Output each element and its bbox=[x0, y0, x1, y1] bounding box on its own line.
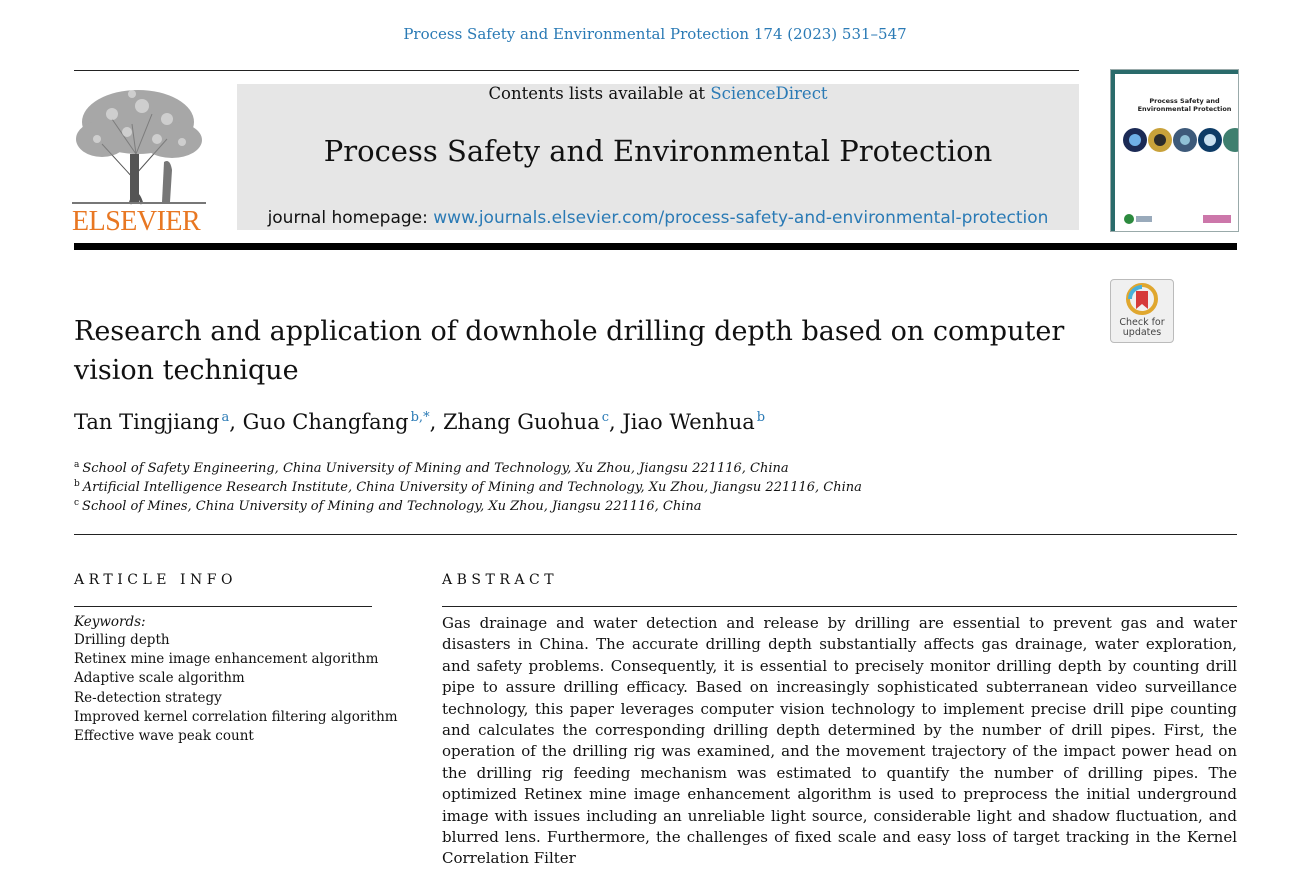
journal-citation[interactable]: Process Safety and Environmental Protection 174 (2023) 531–547 bbox=[403, 25, 907, 43]
keyword-item[interactable]: Re-detection strategy bbox=[74, 689, 222, 706]
author-affil-mark[interactable]: b,* bbox=[410, 410, 430, 425]
abstract-divider bbox=[442, 606, 1237, 607]
author-name[interactable]: Zhang Guohua bbox=[442, 410, 600, 434]
cover-title: Process Safety and Environmental Protection bbox=[1137, 97, 1232, 113]
publisher-wordmark: ELSEVIER bbox=[72, 206, 201, 237]
check-line2: updates bbox=[1122, 327, 1162, 338]
keyword-item[interactable]: Effective wave peak count bbox=[74, 728, 254, 745]
keywords-label: Keywords: bbox=[74, 614, 146, 630]
cover-image-strip bbox=[1121, 126, 1238, 154]
author-affil-mark[interactable]: b bbox=[756, 410, 766, 425]
article-title: Research and application of downhole drilling depth based on computer vision technique bbox=[74, 316, 1065, 386]
keyword-list bbox=[74, 631, 398, 746]
journal-banner bbox=[237, 84, 1079, 230]
check-line1: Check for bbox=[1119, 317, 1165, 328]
author-separator: , bbox=[609, 410, 623, 434]
author-name[interactable]: Tan Tingjiang bbox=[74, 410, 220, 434]
affiliation-text: School of Mines, China University of Mining and Technology, Xu Zhou, Jiangsu 221116, China bbox=[82, 499, 702, 514]
affiliation-text: School of Safety Engineering, China University of Mining and Technology, Xu Zhou, Jiangsu 221116, China bbox=[82, 461, 789, 476]
affiliation-a bbox=[74, 460, 1074, 476]
author-name[interactable]: Jiao Wenhua bbox=[622, 410, 755, 434]
affiliation-key: a bbox=[74, 460, 80, 470]
abstract-text: Gas drainage and water detection and release by drilling are essential to prevent gas and water disasters in China. The accurate drilling depth substantially affects gas drainage, water exploration, and safety problems. Consequently, it is essential to precisely monitor drilling depth by counting drill pipe to assure drilling efficacy. Based on increasingly sophisticated subterranean video surveillance technology, this paper leverages computer vision technology to implement precise drill pipe counting and calculates the corresponding drilling depth determined by the number of drill pipes. First, the operation of the drilling rig was examined, and the movement trajectory of the impact power head on the drilling rig feeding mechanism was estimated to quantify the number of drilling pipes. The optimized Retinex mine image enhancement algorithm is used to preprocess the initial underground image with issues including an unreliable light source, considerable light and shadow fluctuation, and blurred lens. Furthermore, the challenges of fixed scale and easy loss of target tracking in the Kernel Correlation Filter bbox=[442, 614, 1237, 868]
journal-cover[interactable] bbox=[1110, 69, 1239, 232]
journal-homepage bbox=[237, 208, 1079, 228]
title-divider bbox=[74, 243, 1237, 250]
author-affil-mark[interactable]: a bbox=[221, 410, 230, 425]
affiliation-divider bbox=[74, 534, 1237, 535]
author-separator: , bbox=[229, 410, 243, 434]
tree-icon bbox=[72, 84, 206, 206]
contents-availability bbox=[237, 84, 1079, 103]
author-name[interactable]: Guo Changfang bbox=[242, 410, 409, 434]
cover-footer-logos bbox=[1123, 212, 1235, 226]
header-divider bbox=[74, 70, 1079, 71]
check-for-updates-button[interactable] bbox=[1110, 279, 1174, 343]
cover-top-band bbox=[1111, 70, 1238, 74]
keyword-item[interactable]: Improved kernel correlation filtering algorithm bbox=[74, 708, 398, 725]
affiliation-c bbox=[74, 498, 1074, 514]
keyword-item[interactable]: Retinex mine image enhancement algorithm bbox=[74, 651, 379, 668]
abstract-heading: ABSTRACT bbox=[442, 572, 559, 588]
publisher-logo[interactable] bbox=[72, 84, 206, 237]
affiliation-b bbox=[74, 479, 1074, 495]
article-info-divider bbox=[74, 606, 372, 607]
author-separator: , bbox=[429, 410, 443, 434]
homepage-prefix: journal homepage: bbox=[267, 208, 434, 228]
keyword-item[interactable]: Drilling depth bbox=[74, 632, 170, 648]
journal-title: Process Safety and Environmental Protection bbox=[323, 134, 993, 168]
affiliation-key: c bbox=[74, 498, 80, 508]
check-for-updates-label bbox=[1111, 318, 1173, 338]
homepage-link[interactable]: www.journals.elsevier.com/process-safety-and-environmental-protection bbox=[433, 208, 1049, 228]
author-list bbox=[74, 410, 1074, 434]
author-affil-mark[interactable]: c bbox=[601, 410, 610, 425]
article-info-heading: ARTICLE INFO bbox=[74, 572, 237, 588]
keyword-item[interactable]: Adaptive scale algorithm bbox=[74, 670, 245, 687]
affiliation-key: b bbox=[74, 479, 80, 489]
bookmark-icon bbox=[1126, 283, 1158, 317]
cover-side-band bbox=[1111, 70, 1115, 231]
sciencedirect-link[interactable]: ScienceDirect bbox=[710, 84, 828, 103]
contents-prefix: Contents lists available at bbox=[488, 84, 711, 103]
affiliation-text: Artificial Intelligence Research Institute, China University of Mining and Technology, Xu Zhou, Jiangsu 221116, China bbox=[82, 480, 862, 495]
